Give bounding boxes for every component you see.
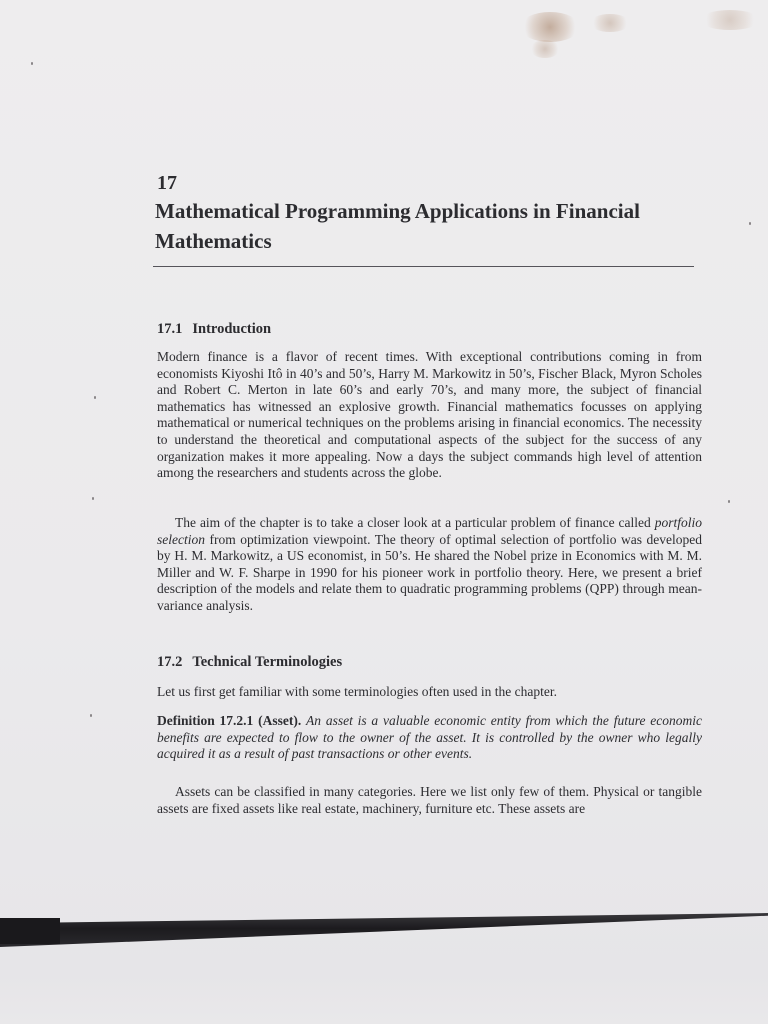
- stain-mark: [520, 12, 580, 42]
- speck-mark: [728, 500, 730, 503]
- speck-mark: [92, 497, 94, 500]
- section-title: Introduction: [192, 321, 272, 337]
- speck-mark: [749, 222, 751, 225]
- definition-body: An asset is a valuable economic entity from which the future economic benefits are expected to flow to the owner of the asset. It is controlled by the owner who legally acquired it as a result of past transactions or other events.: [157, 713, 702, 762]
- scan-shadow-corner: [0, 918, 60, 944]
- terminology-paragraph-1: Let us first get familiar with some terminologies often used in the chapter.: [157, 684, 558, 699]
- stain-mark: [530, 40, 560, 58]
- definition-label: Definition 17.2.1 (Asset).: [157, 713, 302, 728]
- section-heading-terminologies: [157, 654, 342, 671]
- terminology-paragraph-2: Assets can be classified in many categories. Here we list only few of them. Physical or tangible assets are fixed assets like real estate, machinery, furniture etc. These assets are: [157, 784, 702, 816]
- intro-paragraph-1: Modern finance is a flavor of recent times. With exceptional contributions coming in from economists Kiyoshi Itô in 40’s and 50’s, Harry M. Markowitz in 50’s, Fischer Black, Myron Scholes and Robert C. Merton in late 60’s and early 70’s, and many more, the subject of financial mathematics has witnessed an explosive growth. Financial mathematics focusses on applying mathematical or numerical techniques on the problems arising in financial economics. The necessity to understand the theoretical and computational aspects of the subject for the success of any organization makes it more appealing. Now a days the subject commands high level of attention among the researchers and students across the globe.: [157, 349, 702, 481]
- section-title: Technical Terminologies: [192, 654, 343, 670]
- stain-mark: [700, 10, 760, 30]
- intro-p2-before: The aim of the chapter is to take a closer look at a particular problem of finance called: [175, 515, 655, 530]
- stain-mark: [590, 14, 630, 32]
- intro-p2-emphasis: portfolio selection: [157, 515, 702, 547]
- intro-p2-after: from optimization viewpoint. The theory of optimal selection of portfolio was developed by H. M. Markowitz, a US economist, in 50’s. He shared the Nobel prize in Economics with M. M. Miller and W. F. Sharpe in 1990 for his pioneer work in portfolio theory. Here, we present a brief description of the models and relate them to quadratic programming problems (QPP) through mean-variance analysis.: [157, 531, 702, 613]
- speck-mark: [31, 62, 33, 65]
- speck-mark: [90, 714, 92, 717]
- intro-paragraph-2: [157, 515, 702, 615]
- chapter-number: 17: [157, 172, 177, 194]
- section-heading-introduction: [157, 321, 271, 338]
- speck-mark: [94, 396, 96, 399]
- chapter-title: Mathematical Programming Applications in Financial Mathematics: [155, 199, 640, 253]
- title-rule: [153, 266, 694, 267]
- section-number: 17.2: [157, 654, 183, 670]
- definition-asset: [157, 713, 702, 763]
- section-number: 17.1: [157, 321, 183, 337]
